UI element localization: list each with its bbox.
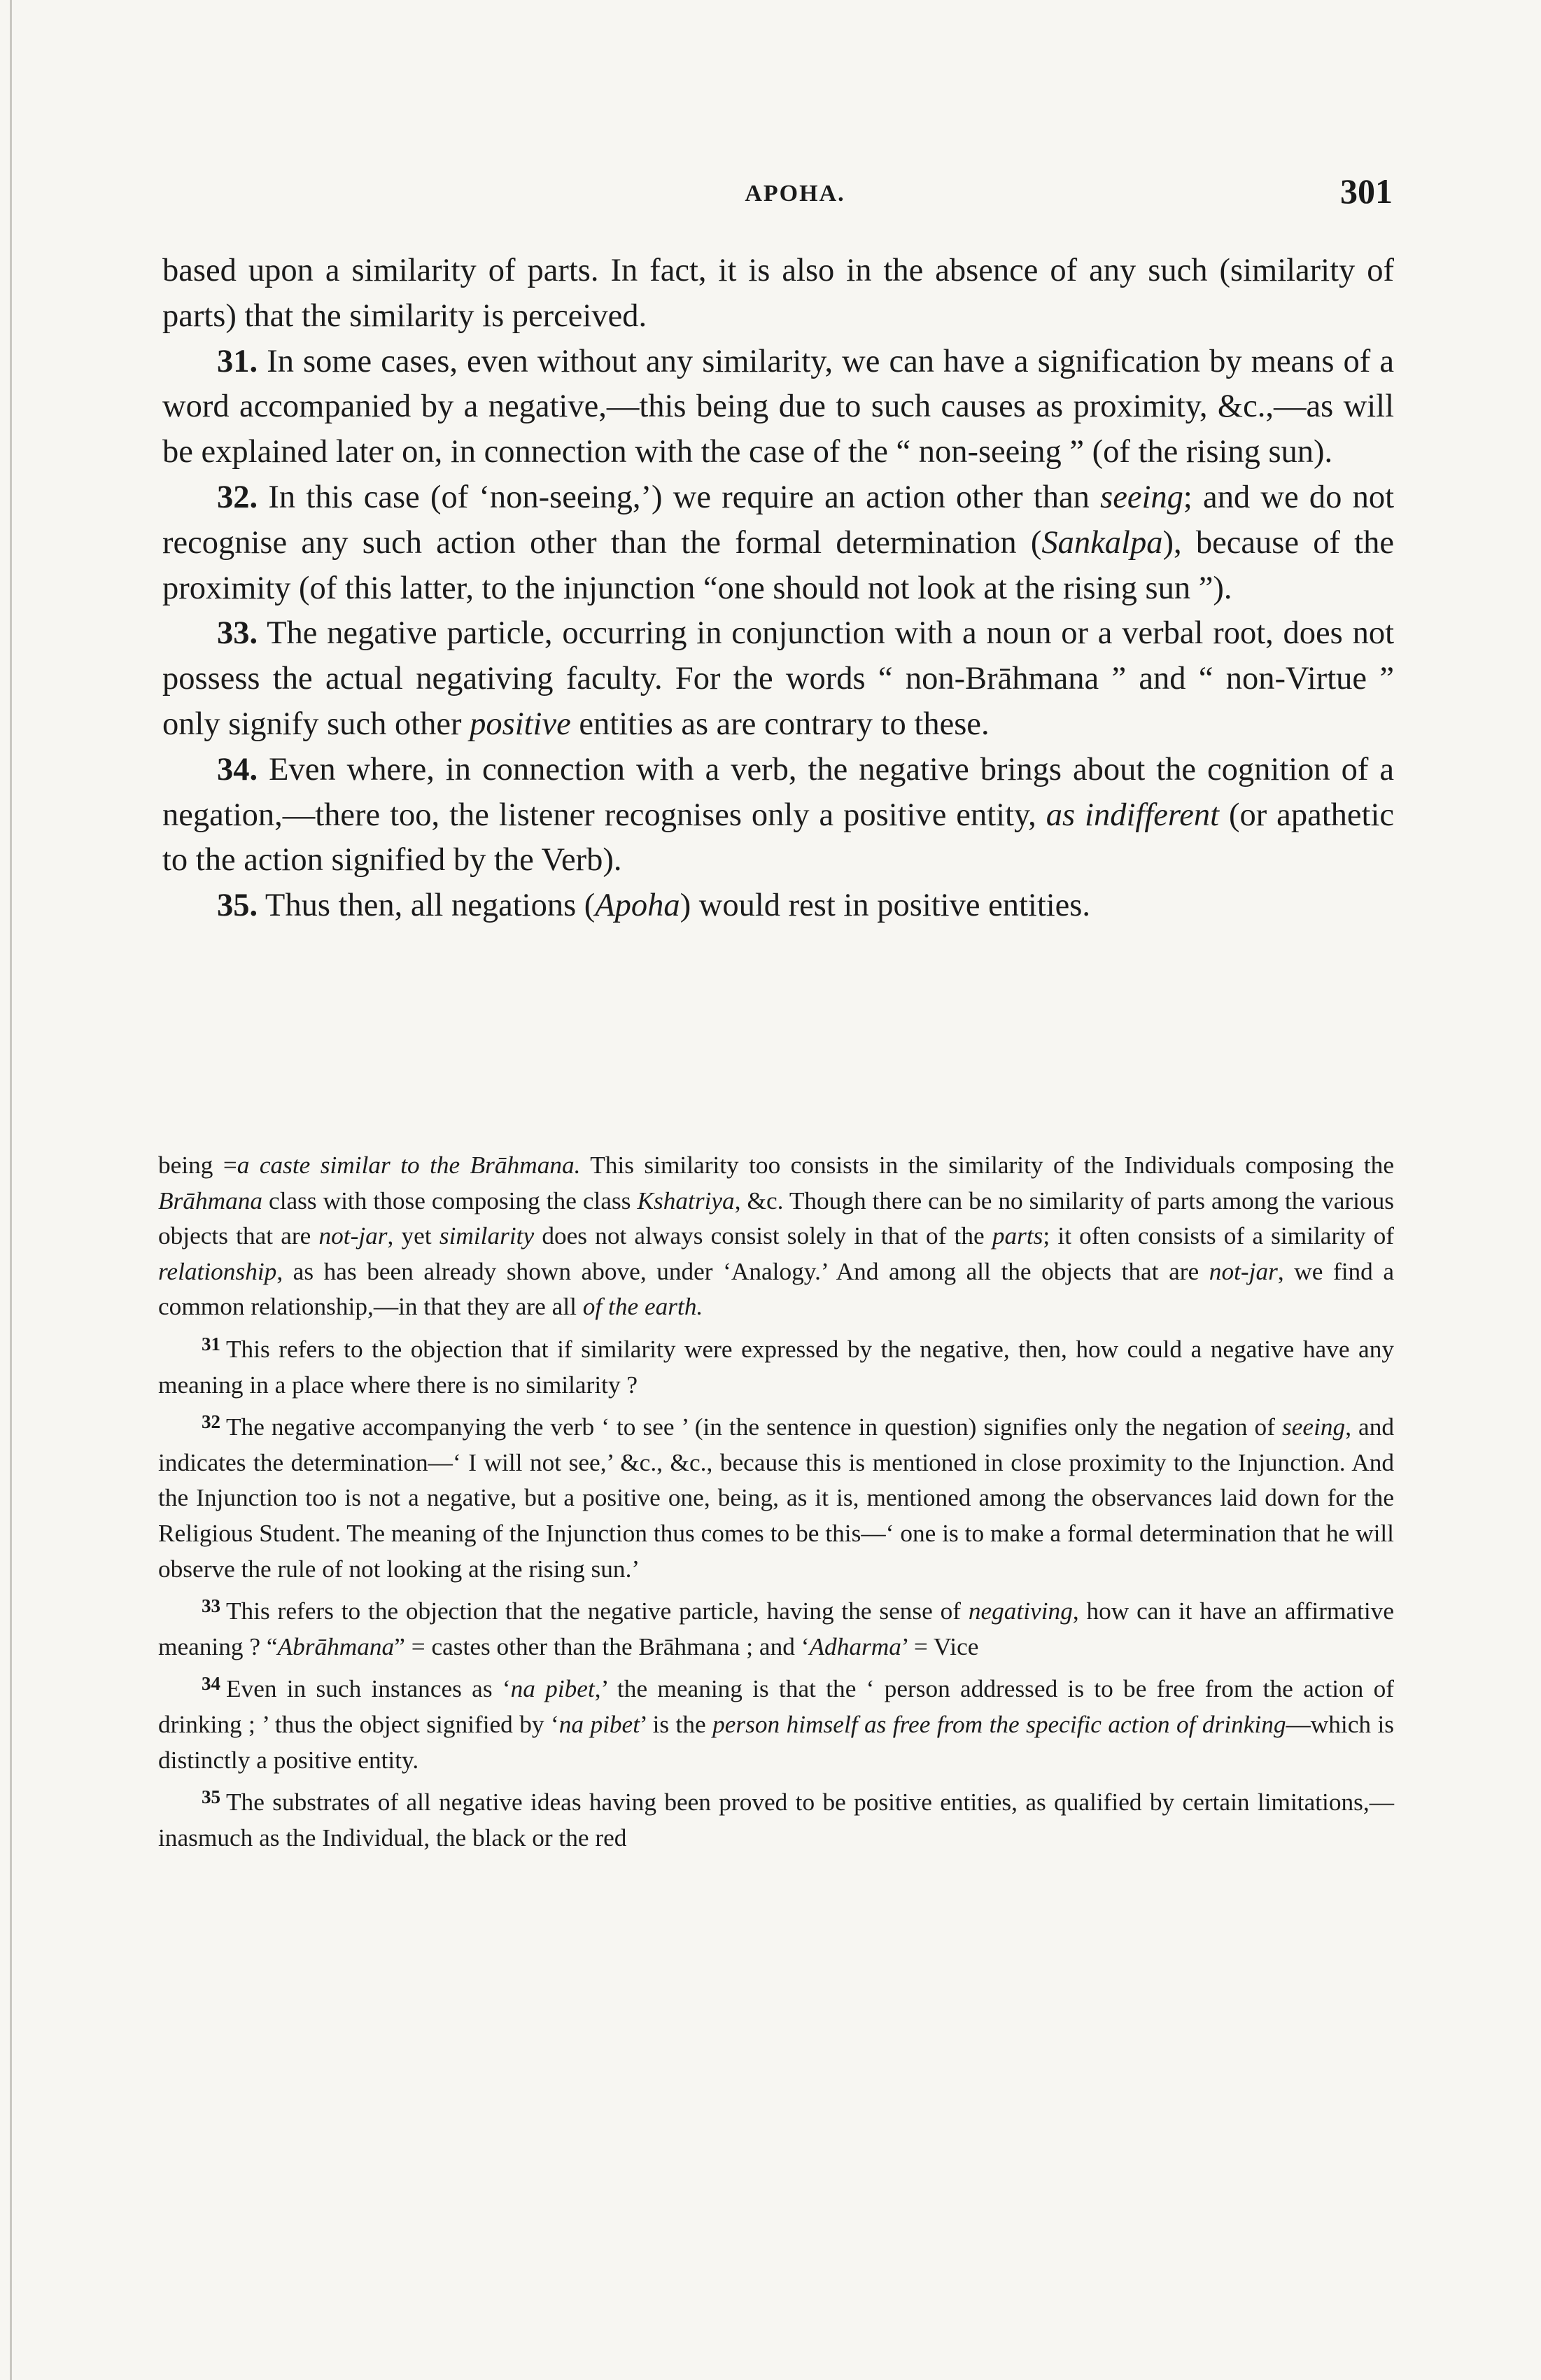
footnote-text: ; it often consists of a similarity of (1043, 1222, 1395, 1250)
footnote-text: class with those composing the class (269, 1186, 631, 1214)
page-number: 301 (1340, 172, 1393, 211)
italic-term: seeing (1282, 1413, 1346, 1441)
paragraph-number: 33. (217, 615, 258, 652)
footnote-text: ’ is the (640, 1710, 706, 1738)
footnote-text: , and indicates the determination—‘ I will not see,’ &c., &c., because this is mentioned in close proximity to the Injunction. And the Injunction too is not a negative, but a positive one, being, as it is, mentioned among the observances laid down for the Religious Student. The meaning of the Injunction thus comes to be this—‘ one is to make a formal determination that he will observe the rule of not looking at the rising sun.’ (158, 1413, 1394, 1583)
italic-term: Kshatriya (637, 1186, 735, 1214)
footnote-text: This refers to the objection that if similarity were expressed by the negative, then, how could a negative have any meaning in a place where there is no similarity ? (158, 1335, 1394, 1399)
scan-edge-shadow (10, 0, 12, 2380)
paragraph-continued (162, 248, 1394, 340)
italic-term: a caste similar to the Brāhmana. (237, 1152, 581, 1179)
footnote-marker: 32 (202, 1411, 220, 1433)
footnote-text: does not always consist solely in that of the (542, 1222, 985, 1250)
footnote-text: This refers to the objection that the negative particle, having the sense of (226, 1597, 962, 1625)
paragraph-31 (162, 340, 1394, 475)
main-text (162, 248, 1394, 929)
footnote-text: being = (158, 1152, 237, 1179)
italic-term: not-jar (318, 1222, 388, 1250)
footnote-text: , yet (387, 1222, 432, 1250)
italic-term: parts (992, 1222, 1043, 1250)
footnote-34 (158, 1666, 1394, 1778)
paragraph-text: Thus then, all negations ( (265, 888, 596, 924)
italic-term: Apoha (595, 888, 680, 924)
footnote-text: —which is distinctly a positive entity. (158, 1710, 1395, 1774)
paragraph-text: ; and we do not recognise any such action other than the formal determination ( (162, 479, 1395, 561)
italic-term: seeing (1100, 479, 1183, 515)
footnote-text: This similarity too consists in the similarity of the Individuals composing the (590, 1152, 1394, 1179)
footnote-text: ” = castes other than the Brāhmana ; and ‘ (394, 1632, 810, 1660)
paragraph-35 (162, 883, 1394, 929)
italic-term: negativing (968, 1597, 1073, 1625)
italic-term: positive (470, 706, 571, 742)
paragraph-text: In some cases, even without any similarity, we can have a signification by means of a word accompanied by a negative,—this being due to such causes as proximity, &c.,—as will be explained later on, in connection with the case of the “ non-seeing ” (of the rising sun). (162, 343, 1394, 470)
paragraph-text: In this case (of ‘non-seeing,’) we require an action other than (268, 479, 1090, 515)
italic-term: similarity (439, 1222, 535, 1250)
italic-term: person himself as free from the specific action of drinking (712, 1710, 1286, 1738)
italic-term: relationship (158, 1257, 277, 1285)
footnote-text: The substrates of all negative ideas having been proved to be positive entities, as qualified by certain limitations,—inasmuch as the Individual, the black or the red (158, 1788, 1394, 1851)
italic-term: as indifferent (1046, 797, 1220, 833)
italic-term: not-jar (1209, 1257, 1278, 1285)
footnote-marker: 34 (202, 1673, 220, 1695)
paragraph-text: ) would rest in positive entities. (680, 888, 1091, 924)
footnote-text: The negative accompanying the verb ‘ to see ’ (in the sentence in question) signifies only the negation of (226, 1413, 1275, 1441)
paragraph-text: (or apathetic to the action signified by the Verb). (162, 797, 1394, 878)
footnote-marker: 35 (202, 1786, 220, 1808)
paragraph-text: Even where, in connection with a verb, the negative brings about the cognition of a negation,—there too, the listener recognises only a positive entity, (162, 751, 1394, 833)
footnote-marker: 33 (202, 1595, 220, 1617)
italic-term: Abrāhmana (277, 1632, 395, 1660)
footnote-31 (158, 1326, 1394, 1403)
footnote-text: ’ = Vice (901, 1632, 979, 1660)
footnote-text: Even in such instances as ‘ (226, 1675, 511, 1703)
italic-term: Adharma (809, 1632, 901, 1660)
paragraph-text: based upon a similarity of parts. In fact, it is also in the absence of any such (similarity of parts) that the similarity is perceived. (162, 253, 1394, 334)
footnote-32 (158, 1404, 1394, 1587)
paragraph-34 (162, 748, 1394, 883)
italic-term: na pibet (558, 1710, 640, 1738)
paragraph-text: ), because of the proximity (of this latter, to the injunction “one should not look at the rising sun ”). (162, 524, 1394, 606)
footnote-33 (158, 1588, 1394, 1665)
paragraph-number: 34. (217, 751, 258, 788)
paragraph-33 (162, 611, 1394, 747)
paragraph-text: entities as are contrary to these. (579, 706, 990, 742)
italic-term: of the earth. (582, 1293, 703, 1321)
running-title: APOHA. (745, 181, 845, 206)
footnote-marker: 31 (202, 1333, 220, 1354)
paragraph-number: 35. (217, 888, 258, 924)
paragraph-number: 31. (217, 343, 258, 379)
footnote-text: , as has been already shown above, under ‘Analogy.’ And among all the objects that are (276, 1257, 1199, 1285)
footnote-text: , how can it have an affirmative meaning ? “ (158, 1597, 1394, 1660)
footnote-text: , we find a common relationship,—in that they are all (158, 1257, 1395, 1321)
footnote-text: , &c. Though there can be no similarity of parts among the various objects that are (158, 1186, 1395, 1250)
paragraph-number: 32. (217, 479, 258, 515)
italic-term: Brāhmana (158, 1186, 263, 1214)
footnote-text: ,’ the meaning is that the ‘ person addressed is to be free from the action of drinking ; ’ thus the object signified by ‘ (158, 1675, 1394, 1738)
italic-term: Sankalpa (1041, 524, 1163, 561)
paragraph-text: The negative particle, occurring in conjunction with a noun or a verbal root, does not possess the actual negativing faculty. For the words “ non-Brāhmana ” and “ non-Virtue ” only signify such other (162, 615, 1394, 742)
footnote-35 (158, 1779, 1394, 1856)
paragraph-32 (162, 475, 1394, 611)
italic-term: na pibet (510, 1675, 595, 1703)
footnotes (158, 1148, 1394, 1856)
footnote-continued (158, 1148, 1394, 1325)
